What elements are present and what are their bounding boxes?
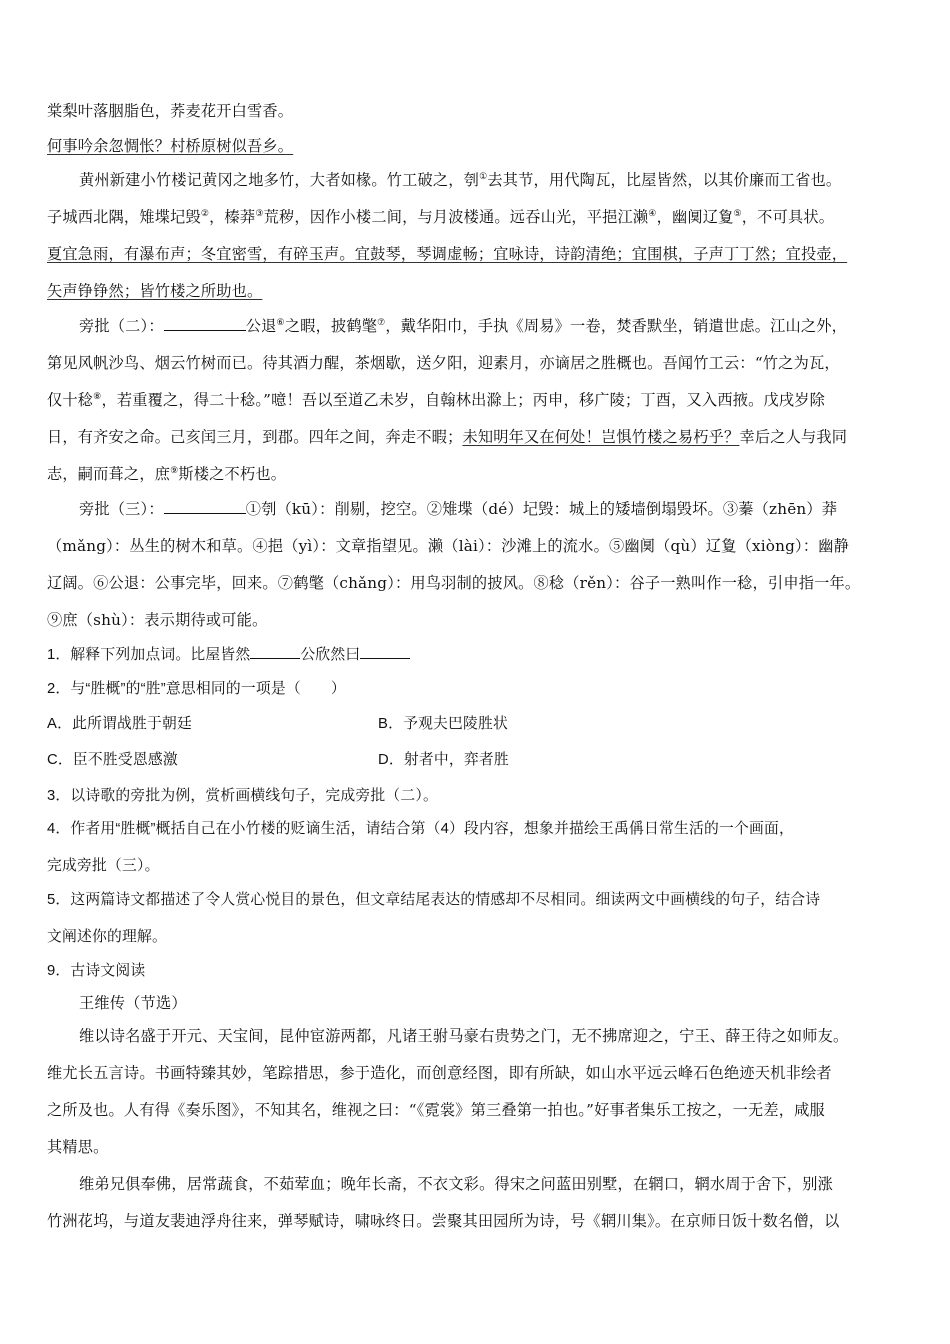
- essay-text: ，幽阒辽夐: [656, 208, 734, 226]
- answer-blank[interactable]: [164, 499, 246, 514]
- answer-blank[interactable]: [250, 644, 300, 659]
- essay-paragraph-line: [47, 464, 286, 484]
- question-text: 1．解释下列加点词。比屋皆然: [47, 647, 251, 663]
- essay-text: 第见风帆沙鸟、烟云竹树而已。待其酒力醒，茶烟歇，送夕阳，迎素月，亦谪居之胜概也。吾闻竹工云：“竹之为瓦，: [47, 354, 840, 372]
- footnote-ref: ⑧: [93, 391, 102, 402]
- footnote-ref: ①: [479, 171, 488, 182]
- glossary-text: ⑨庶（shù）：表示期待或可能。: [47, 611, 268, 629]
- essay-paragraph-line: [47, 207, 834, 227]
- passage-text: 之所及也。人有得《奏乐图》，不知其名，维视之曰：“《霓裳》第三叠第一拍也。”好事者集乐工按之，一无差，咸服: [47, 1101, 825, 1119]
- answer-blank[interactable]: [360, 644, 410, 659]
- glossary-text: 辽阔。⑥公退：公事完毕，回来。⑦鹤氅（chǎng）：用鸟羽制的披风。⑧稔（rěn）：谷子一熟叫作一稔，引申指一年。: [47, 574, 861, 592]
- question-5: 5．这两篇诗文都描述了令人赏心悦目的景色，但文章结尾表达的情感却不尽相同。细读两文中画横线的句子，结合诗: [47, 892, 821, 908]
- question-text: 公欣然曰: [300, 647, 361, 663]
- essay-text: 子城西北隅，雉堞圮毁: [47, 208, 201, 226]
- annotation-3-line: [47, 499, 837, 519]
- essay-text: ，戴华阳巾，手执《周易》一卷，焚香默坐，销遣世虑。江山之外，: [385, 317, 848, 335]
- passage-title: 王维传（节选）: [79, 994, 187, 1012]
- footnote-ref: ⑥: [276, 317, 285, 328]
- essay-text: ，不可具状。: [741, 208, 835, 226]
- question-2: 2．与“胜概”的“胜”意思相同的一项是（ ）: [47, 681, 346, 697]
- question-4-cont: 完成旁批（三）。: [47, 858, 160, 874]
- footnote-ref: ④: [648, 208, 657, 219]
- passage-text: 维弟兄俱奉佛，居常蔬食，不茹荤血；晚年长斋，不衣文彩。得宋之问蓝田别墅，在辋口，辋水周于舍下，别涨: [79, 1175, 833, 1193]
- passage-text: 维以诗名盛于开元、天宝间，昆仲宦游两都，凡诸王驸马豪右贵势之门，无不拂席迎之，宁王、薛王待之如师友。: [79, 1027, 849, 1045]
- option-b[interactable]: B．予观夫巴陵胜状: [378, 716, 509, 732]
- option-d[interactable]: D．射者中，弈者胜: [378, 752, 509, 768]
- footnote-ref: ⑦: [377, 317, 386, 328]
- essay-underlined-line: 矢声铮铮然；皆竹楼之所助也。: [47, 282, 263, 300]
- essay-text: ，榛莽: [209, 208, 256, 226]
- essay-paragraph-line: [47, 427, 847, 447]
- essay-text: 公退: [245, 317, 277, 335]
- answer-blank[interactable]: [164, 316, 246, 331]
- question-5-cont: 文阐述你的理解。: [47, 929, 167, 945]
- essay-text: 幸后之人与我同: [739, 428, 848, 446]
- passage-text: 维尤长五言诗。书画特臻其妙，笔踪措思，参于造化，而创意经图，即有所缺，如山水平远云峰石色绝迹天机非绘者: [47, 1064, 832, 1082]
- option-a[interactable]: A．此所谓战胜于朝廷: [47, 716, 193, 732]
- glossary-text: （mǎng）：丛生的树木和草。④挹（yì）：文章指望见。濑（lài）：沙滩上的流水。⑤幽阒（qù）辽夐（xiòng）：幽静: [47, 537, 849, 555]
- essay-text: 荒秽，因作小楼二间，与月波楼通。远吞山光，平挹江濑: [263, 208, 649, 226]
- footnote-ref: ⑨: [170, 465, 179, 476]
- glossary-text: ①刳（kū）：削剔，挖空。②雉堞（dé）圮毁：城上的矮墙倒塌毁坏。③蓁（zhēn）莽: [245, 500, 838, 518]
- annotation-label: 旁批（三）：: [79, 500, 164, 518]
- footnote-ref: ②: [200, 208, 210, 219]
- essay-text: 斯楼之不朽也。: [178, 465, 287, 483]
- essay-text: ，若重覆之，得二十稔。”噫！吾以至道乙未岁，自翰林出滁上；丙申，移广陵；丁酉，又入西掖。戊戌岁除: [101, 391, 826, 409]
- essay-text: 志，嗣而葺之，庶: [47, 465, 171, 483]
- section-heading: 9．古诗文阅读: [47, 963, 146, 979]
- essay-text: 日，有齐安之命。己亥闰三月，到郡。四年之间，奔走不暇；: [47, 428, 463, 446]
- essay-text: 仅十稔: [47, 391, 94, 409]
- question-3: 3．以诗歌的旁批为例，赏析画横线句子，完成旁批（二）。: [47, 788, 438, 804]
- footnote-ref: ③: [255, 208, 264, 219]
- essay-paragraph-line: [47, 170, 841, 190]
- annotation-label: 旁批（二）：: [79, 317, 164, 335]
- passage-text: 其精思。: [47, 1138, 109, 1156]
- essay-text: 黄州新建小竹楼记黄冈之地多竹，大者如椽。竹工破之，刳: [79, 171, 480, 189]
- poem-underlined-line: 何事吟余忽惆怅？村桥原树似吾乡。: [47, 137, 294, 155]
- question-1: [47, 644, 410, 665]
- essay-underlined-sentence: 未知明年又在何处！岂惧竹楼之易朽乎？: [462, 428, 740, 446]
- question-4: 4．作者用“胜概”概括自己在小竹楼的贬谪生活，请结合第（4）段内容，想象并描绘王禹偁日常生活的一个画面，: [47, 821, 794, 837]
- essay-underlined-line: 夏宜急雨，有瀑布声；冬宜密雪，有碎玉声。宜鼓琴，琴调虚畅；宜咏诗，诗韵清绝；宜围棋，子声丁丁然；宜投壶，: [47, 245, 848, 263]
- footnote-ref: ⑤: [733, 208, 742, 219]
- option-c[interactable]: C．臣不胜受恩感激: [47, 752, 178, 768]
- essay-text: 之暇，披鹤氅: [284, 317, 378, 335]
- essay-paragraph-line: [47, 390, 825, 410]
- passage-text: 竹洲花坞，与道友裴迪浮舟往来，弹琴赋诗，啸咏终日。尝聚其田园所为诗，号《辋川集》。在京师日饭十数名僧，以: [47, 1212, 840, 1230]
- poem-line: 棠梨叶落胭脂色，荞麦花开白雪香。: [47, 102, 294, 120]
- annotation-2-line: [47, 316, 847, 336]
- essay-text: 去其节，用代陶瓦，比屋皆然，以其价廉而工省也。: [487, 171, 842, 189]
